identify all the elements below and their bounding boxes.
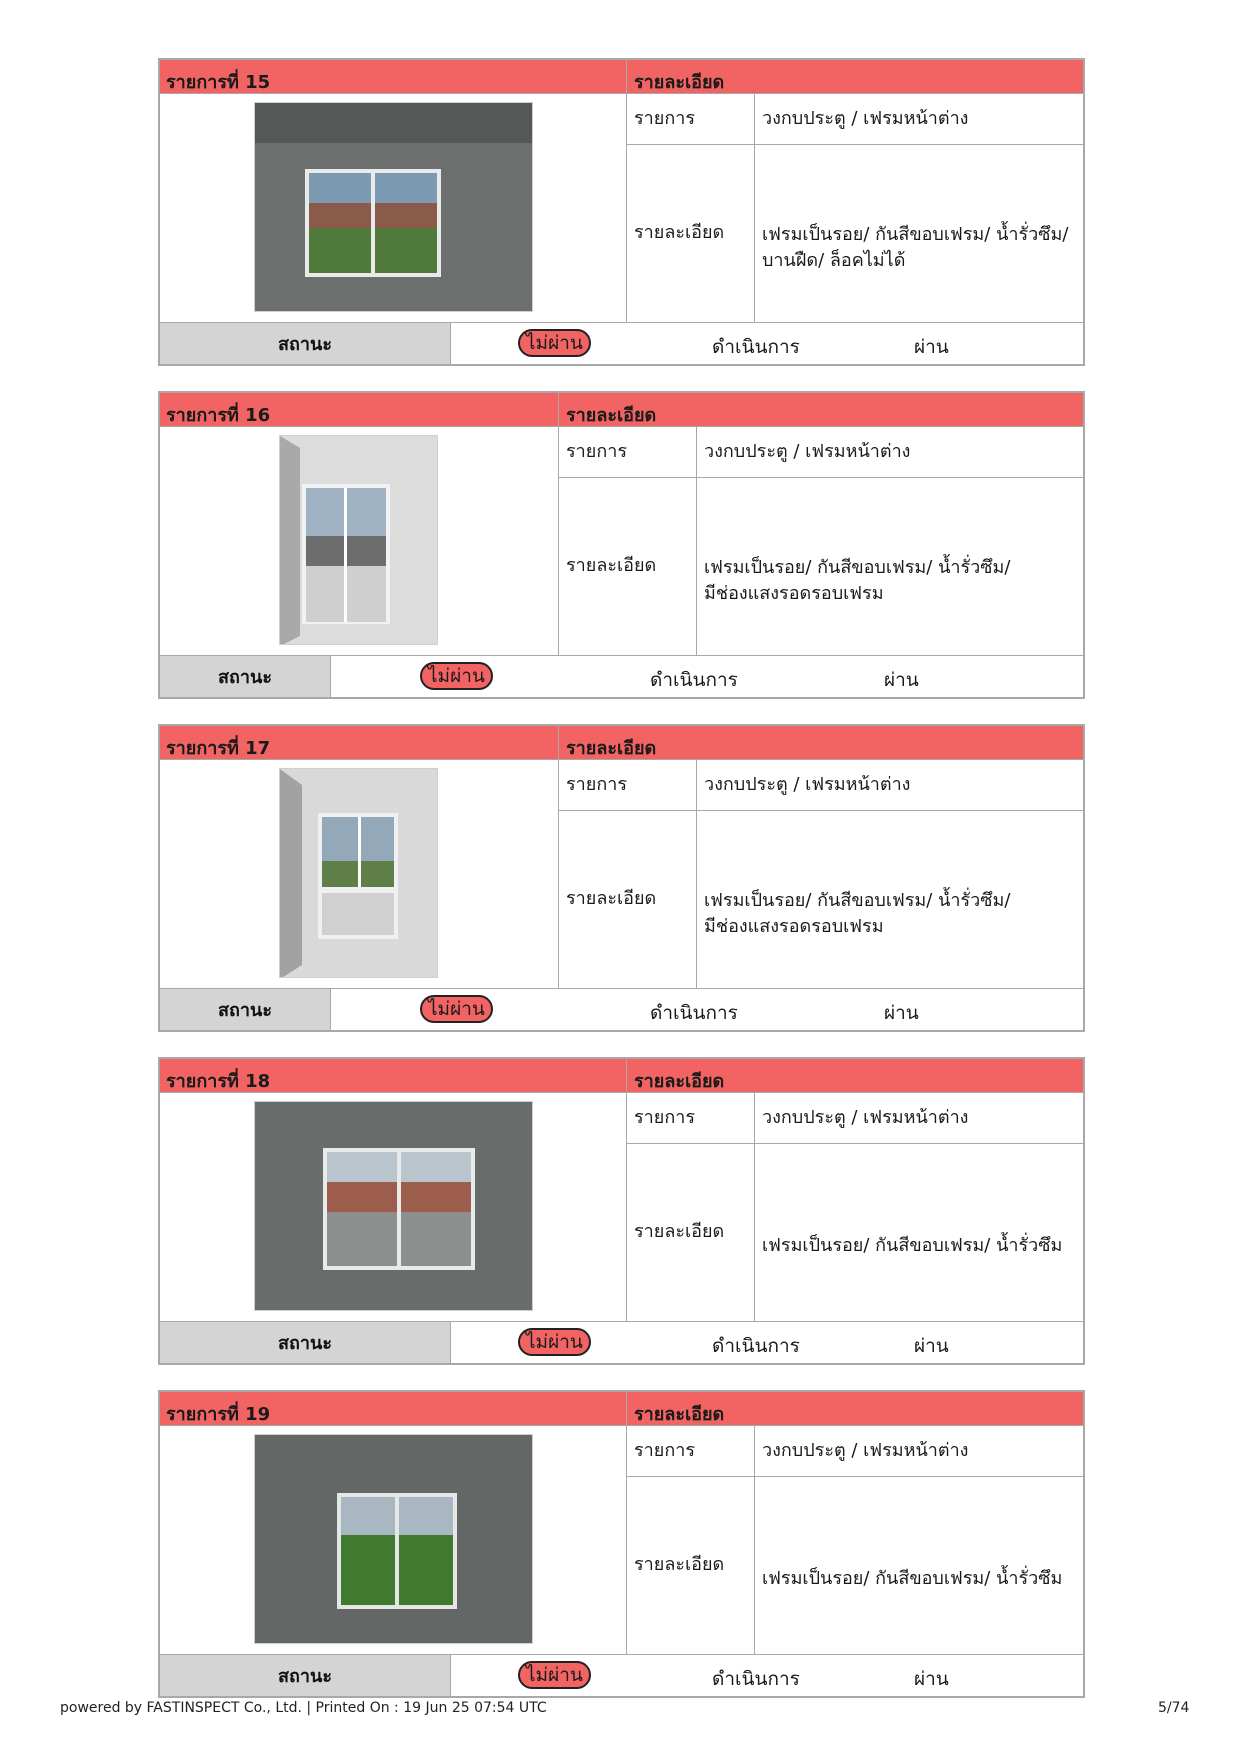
card-header — [160, 60, 1083, 94]
window-photo[interactable] — [254, 1434, 533, 1644]
door-photo[interactable] — [279, 435, 438, 645]
status-option-fail[interactable]: ไม่ผ่าน — [518, 329, 591, 357]
detail-line-1: เฟรมเป็นรอย/ กันสีขอบเฟรม/ น้ำรั่วซึม — [762, 1235, 1063, 1256]
row-value: วงกบประตู / เฟรมหน้าต่าง — [762, 108, 969, 129]
status-option-in-progress[interactable]: ดำเนินการ — [650, 1002, 738, 1024]
detail-label: รายละเอียด — [634, 222, 725, 243]
detail-header: รายละเอียด — [634, 1071, 725, 1092]
detail-header: รายละเอียด — [634, 72, 725, 93]
status-label: สถานะ — [160, 1322, 451, 1363]
row-value: วงกบประตู / เฟรมหน้าต่าง — [762, 1440, 969, 1461]
status-label: สถานะ — [160, 989, 331, 1030]
status-option-fail[interactable]: ไม่ผ่าน — [518, 1328, 591, 1356]
window-photo[interactable] — [254, 1101, 533, 1311]
row-label: รายการ — [634, 1440, 695, 1461]
card-header — [160, 393, 1083, 427]
status-option-fail[interactable]: ไม่ผ่าน — [420, 662, 493, 690]
card-header — [160, 1059, 1083, 1093]
status-option-pass[interactable]: ผ่าน — [884, 669, 919, 691]
detail-label: รายละเอียด — [566, 888, 657, 909]
status-option-in-progress[interactable]: ดำเนินการ — [712, 1668, 800, 1690]
item-title: รายการที่ 16 — [166, 405, 271, 426]
card-header — [160, 726, 1083, 760]
status-option-pass[interactable]: ผ่าน — [884, 1002, 919, 1024]
row-label: รายการ — [566, 441, 627, 462]
detail-line-1: เฟรมเป็นรอย/ กันสีขอบเฟรม/ น้ำรั่วซึม/ — [762, 224, 1069, 245]
detail-header: รายละเอียด — [566, 405, 657, 426]
detail-line-1: เฟรมเป็นรอย/ กันสีขอบเฟรม/ น้ำรั่วซึม — [762, 1568, 1063, 1589]
detail-label: รายละเอียด — [566, 555, 657, 576]
status-option-in-progress[interactable]: ดำเนินการ — [712, 1335, 800, 1357]
detail-line-2: บานฝืด/ ล็อคไม่ได้ — [762, 250, 906, 271]
footer-printed-info: powered by FASTINSPECT Co., Ltd. | Printed On : 19 Jun 25 07:54 UTC — [60, 1700, 547, 1716]
status-option-in-progress[interactable]: ดำเนินการ — [650, 669, 738, 691]
item-title: รายการที่ 15 — [166, 72, 271, 93]
item-title: รายการที่ 17 — [166, 738, 271, 759]
row-label: รายการ — [634, 108, 695, 129]
detail-line-1: เฟรมเป็นรอย/ กันสีขอบเฟรม/ น้ำรั่วซึม/ — [704, 557, 1011, 578]
item-title: รายการที่ 18 — [166, 1071, 271, 1092]
inspection-card-16 — [158, 391, 1085, 699]
status-option-pass[interactable]: ผ่าน — [914, 1335, 949, 1357]
row-label: รายการ — [634, 1107, 695, 1128]
status-label: สถานะ — [160, 323, 451, 364]
status-option-pass[interactable]: ผ่าน — [914, 1668, 949, 1690]
row-value: วงกบประตู / เฟรมหน้าต่าง — [704, 441, 911, 462]
detail-line-2: มีช่องแสงรอดรอบเฟรม — [704, 583, 884, 604]
card-header — [160, 1392, 1083, 1426]
window-photo[interactable] — [254, 102, 533, 312]
detail-header: รายละเอียด — [566, 738, 657, 759]
inspection-card-17 — [158, 724, 1085, 1032]
footer-page-number: 5/74 — [1158, 1700, 1190, 1716]
status-label: สถานะ — [160, 1655, 451, 1696]
inspection-card-19 — [158, 1390, 1085, 1698]
row-value: วงกบประตู / เฟรมหน้าต่าง — [704, 774, 911, 795]
status-bar — [160, 1654, 1083, 1696]
detail-label: รายละเอียด — [634, 1554, 725, 1575]
detail-label: รายละเอียด — [634, 1221, 725, 1242]
row-label: รายการ — [566, 774, 627, 795]
status-bar — [160, 322, 1083, 364]
status-bar — [160, 655, 1083, 697]
inspection-card-15 — [158, 58, 1085, 366]
status-option-pass[interactable]: ผ่าน — [914, 336, 949, 358]
status-label: สถานะ — [160, 656, 331, 697]
status-bar — [160, 988, 1083, 1030]
detail-line-2: มีช่องแสงรอดรอบเฟรม — [704, 916, 884, 937]
status-option-in-progress[interactable]: ดำเนินการ — [712, 336, 800, 358]
status-option-fail[interactable]: ไม่ผ่าน — [518, 1661, 591, 1689]
status-bar — [160, 1321, 1083, 1363]
detail-line-1: เฟรมเป็นรอย/ กันสีขอบเฟรม/ น้ำรั่วซึม/ — [704, 890, 1011, 911]
row-value: วงกบประตู / เฟรมหน้าต่าง — [762, 1107, 969, 1128]
status-option-fail[interactable]: ไม่ผ่าน — [420, 995, 493, 1023]
detail-header: รายละเอียด — [634, 1404, 725, 1425]
window-photo[interactable] — [279, 768, 438, 978]
item-title: รายการที่ 19 — [166, 1404, 271, 1425]
inspection-card-18 — [158, 1057, 1085, 1365]
